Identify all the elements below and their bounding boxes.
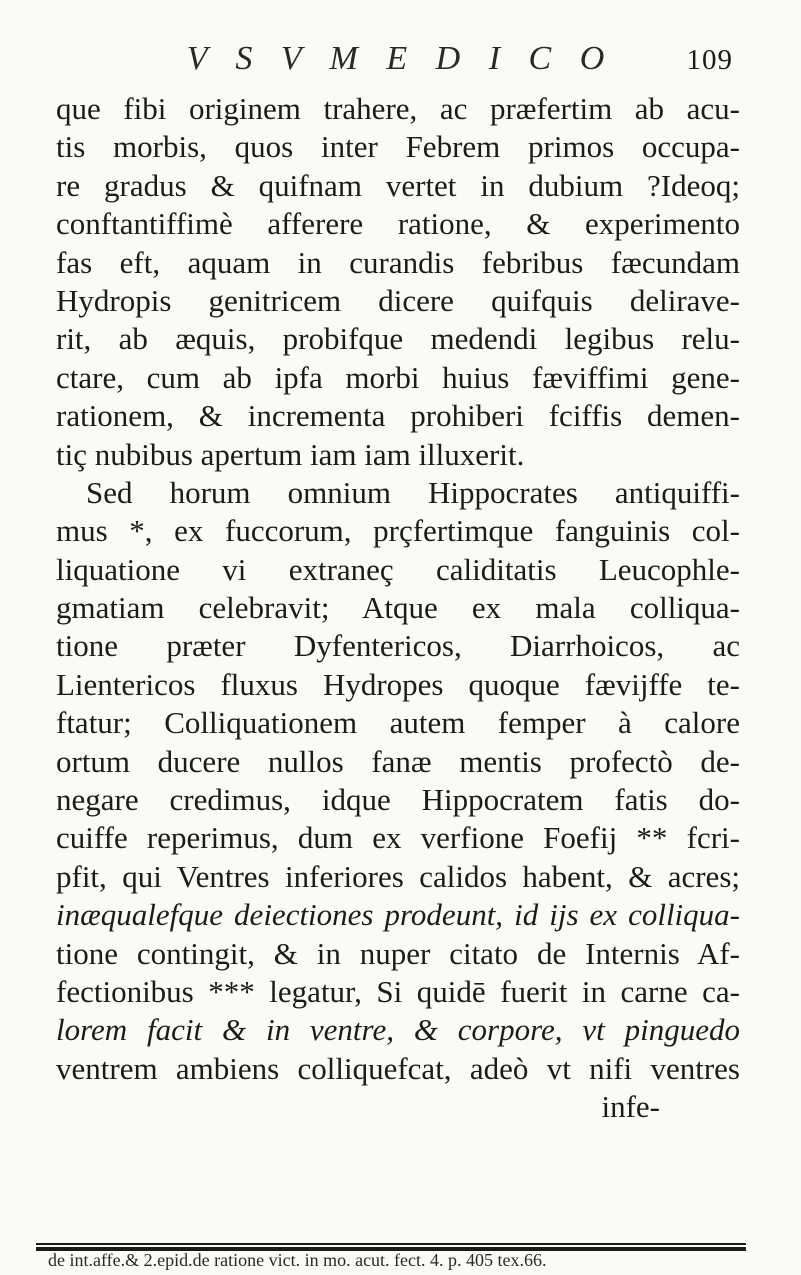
text-line: liquatione vi extraneç caliditatis Leucophle-	[56, 551, 740, 587]
footnote-rule	[36, 1243, 746, 1245]
text-line: Sed horum omnium Hippocrates antiquiffi-	[86, 474, 740, 510]
text-line: rationem, & incrementa prohiberi fciffis demen-	[56, 398, 740, 434]
catchword: infe-	[601, 1089, 660, 1125]
text-line: fectionibus *** legatur, Si quidē fuerit in carne ca-	[56, 973, 740, 1009]
text-line: ortum ducere nullos fanæ mentis profectò de-	[56, 743, 740, 779]
body-text	[56, 90, 740, 1127]
text-line: rit, ab æquis, probifque medendi legibus relu-	[56, 321, 740, 357]
text-line: que fibi originem trahere, ac præfertim ab acu-	[56, 91, 740, 126]
page-number: 109	[686, 44, 733, 76]
text-line: pfit, qui Ventres inferiores calidos habent, & acres;	[56, 858, 740, 894]
text-line: tis morbis, quos inter Febrem primos occupa-	[56, 129, 740, 165]
text-line: negare credimus, idque Hippocratem fatis do-	[56, 782, 740, 818]
text-line: re gradus & quifnam vertet in dubium ?Ideoq;	[56, 167, 740, 203]
text-line: Lientericos fluxus Hydropes quoque fævijffe te-	[56, 666, 740, 702]
text-line: tione contingit, & in nuper citato de Internis Af-	[56, 935, 740, 971]
text-line: conftantiffimè afferere ratione, & experimento	[56, 206, 740, 242]
text-line: Hydropis genitricem dicere quifquis delirave-	[56, 282, 740, 318]
running-head: V S V M E D I C O	[186, 40, 615, 77]
text-line: ftatur; Colliquationem autem femper à calore	[56, 705, 740, 741]
footnote: de int.affe.& 2.epid.de ratione vict. in mo. acut. fect. 4. p. 405 tex.66.	[48, 1250, 547, 1270]
page-header	[0, 38, 801, 86]
text-line: lorem facit & in ventre, & corpore, vt pinguedo	[56, 1012, 740, 1048]
text-line: mus *, ex fuccorum, prçfertimque fanguinis col-	[56, 513, 740, 549]
text-line: gmatiam celebravit; Atque ex mala colliqua-	[56, 590, 740, 626]
text-line: tiç nubibus apertum iam iam illuxerit.	[56, 436, 525, 472]
text-line: tione præter Dyfentericos, Diarrhoicos, ac	[56, 628, 740, 664]
text-line: cuiffe reperimus, dum ex verfione Foefij ** fcri-	[56, 820, 740, 856]
text-line: ventrem ambiens colliquefcat, adeò vt nifi ventres	[56, 1050, 740, 1086]
text-line: fas eft, aquam in curandis febribus fæcundam	[56, 244, 740, 280]
text-line: ctare, cum ab ipfa morbi huius fæviffimi gene-	[56, 359, 740, 395]
text-line: inæqualefque deiectiones prodeunt, id ijs ex colliqua-	[56, 897, 740, 933]
